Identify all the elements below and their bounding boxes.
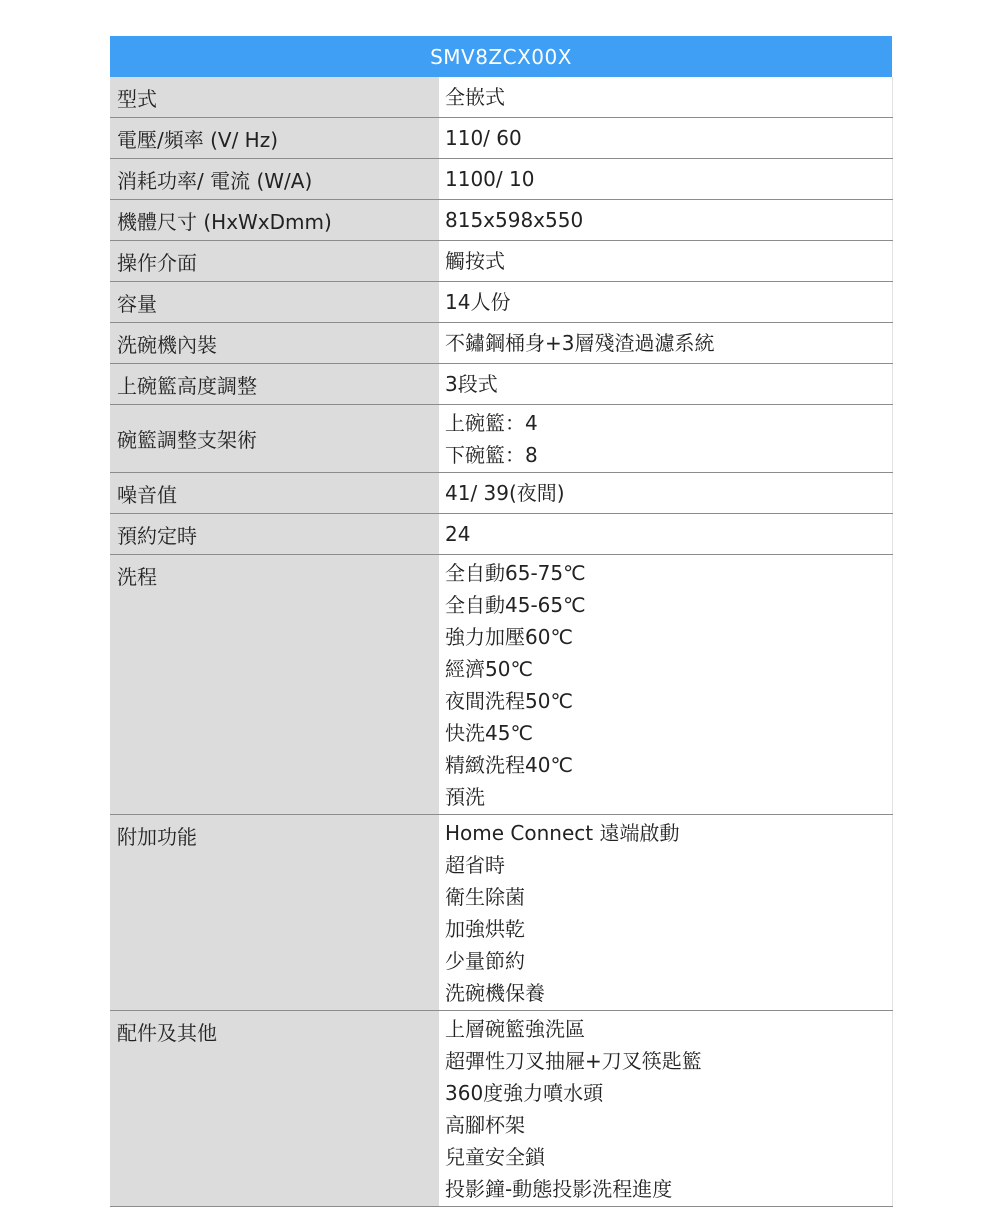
- spec-label: 型式: [110, 77, 439, 118]
- spec-value-line: 強力加壓60℃: [445, 625, 573, 649]
- spec-value-line: Home Connect 遠端啟動: [445, 821, 680, 845]
- spec-value-line: 預洗: [445, 785, 485, 809]
- spec-body: [110, 77, 892, 1207]
- spec-value-line: 全嵌式: [445, 85, 505, 109]
- spec-row: [110, 159, 892, 200]
- spec-row: [110, 815, 892, 1011]
- spec-value-line: 觸按式: [445, 249, 505, 273]
- spec-value-line: 14人份: [445, 290, 511, 314]
- spec-value-line: 衛生除菌: [445, 885, 525, 909]
- spec-value: [439, 77, 892, 118]
- spec-value-line: 全自動45-65℃: [445, 593, 586, 617]
- spec-row: [110, 241, 892, 282]
- spec-value: [439, 1011, 892, 1207]
- spec-row: [110, 514, 892, 555]
- spec-value-line: 全自動65-75℃: [445, 561, 586, 585]
- spec-value-line: 洗碗機保養: [445, 981, 545, 1005]
- spec-value-line: 精緻洗程40℃: [445, 753, 573, 777]
- spec-value-line: 高腳杯架: [445, 1113, 525, 1137]
- spec-label: 上碗籃高度調整: [110, 364, 439, 405]
- spec-value-line: 24: [445, 522, 471, 546]
- title-row: [110, 36, 892, 77]
- spec-value-line: 下碗籃：8: [445, 443, 538, 467]
- spec-row: [110, 282, 892, 323]
- spec-value-line: 少量節約: [445, 949, 525, 973]
- spec-value-line: 上層碗籃強洗區: [445, 1017, 585, 1041]
- spec-value-line: 上碗籃：4: [445, 411, 538, 435]
- spec-value-line: 加強烘乾: [445, 917, 525, 941]
- spec-label: 機體尺寸 (HxWxDmm): [110, 200, 439, 241]
- spec-value: [439, 118, 892, 159]
- spec-row: [110, 473, 892, 514]
- spec-value: [439, 282, 892, 323]
- spec-value-line: 1100/ 10: [445, 167, 535, 191]
- spec-value-line: 3段式: [445, 372, 498, 396]
- spec-value-line: 360度強力噴水頭: [445, 1081, 604, 1105]
- spec-value-line: 夜間洗程50℃: [445, 689, 573, 713]
- spec-label: 洗碗機內裝: [110, 323, 439, 364]
- model-title: SMV8ZCX00X: [110, 36, 892, 77]
- spec-row: [110, 364, 892, 405]
- spec-value: [439, 555, 892, 815]
- spec-row: [110, 555, 892, 815]
- spec-row: [110, 323, 892, 364]
- spec-value-line: 41/ 39(夜間): [445, 481, 565, 505]
- spec-label: 附加功能: [110, 815, 439, 1011]
- spec-row: [110, 1011, 892, 1207]
- spec-label: 容量: [110, 282, 439, 323]
- spec-label: 洗程: [110, 555, 439, 815]
- spec-value-line: 不鏽鋼桶身+3層殘渣過濾系統: [445, 331, 715, 355]
- spec-label: 消耗功率/ 電流 (W/A): [110, 159, 439, 200]
- spec-row: [110, 77, 892, 118]
- spec-value: [439, 405, 892, 473]
- spec-value-line: 兒童安全鎖: [445, 1145, 545, 1169]
- spec-value-line: 815x598x550: [445, 208, 584, 232]
- spec-label: 配件及其他: [110, 1011, 439, 1207]
- spec-value-line: 超彈性刀叉抽屜+刀叉筷匙籃: [445, 1049, 702, 1073]
- spec-row: [110, 200, 892, 241]
- spec-value-line: 快洗45℃: [445, 721, 533, 745]
- spec-value: [439, 473, 892, 514]
- spec-label: 噪音值: [110, 473, 439, 514]
- spec-value: [439, 323, 892, 364]
- spec-row: [110, 405, 892, 473]
- spec-label: 電壓/頻率 (V/ Hz): [110, 118, 439, 159]
- spec-value: [439, 241, 892, 282]
- spec-value: [439, 159, 892, 200]
- spec-value-line: 經濟50℃: [445, 657, 533, 681]
- spec-value-line: 投影鐘-動態投影洗程進度: [445, 1177, 673, 1201]
- spec-value: [439, 514, 892, 555]
- spec-value-line: 超省時: [445, 853, 505, 877]
- spec-value-line: 110/ 60: [445, 126, 522, 150]
- spec-value: [439, 200, 892, 241]
- spec-label: 碗籃調整支架術: [110, 405, 439, 473]
- spec-value: [439, 815, 892, 1011]
- spec-label: 操作介面: [110, 241, 439, 282]
- spec-table: [110, 36, 893, 1207]
- spec-value: [439, 364, 892, 405]
- spec-label: 預約定時: [110, 514, 439, 555]
- spec-row: [110, 118, 892, 159]
